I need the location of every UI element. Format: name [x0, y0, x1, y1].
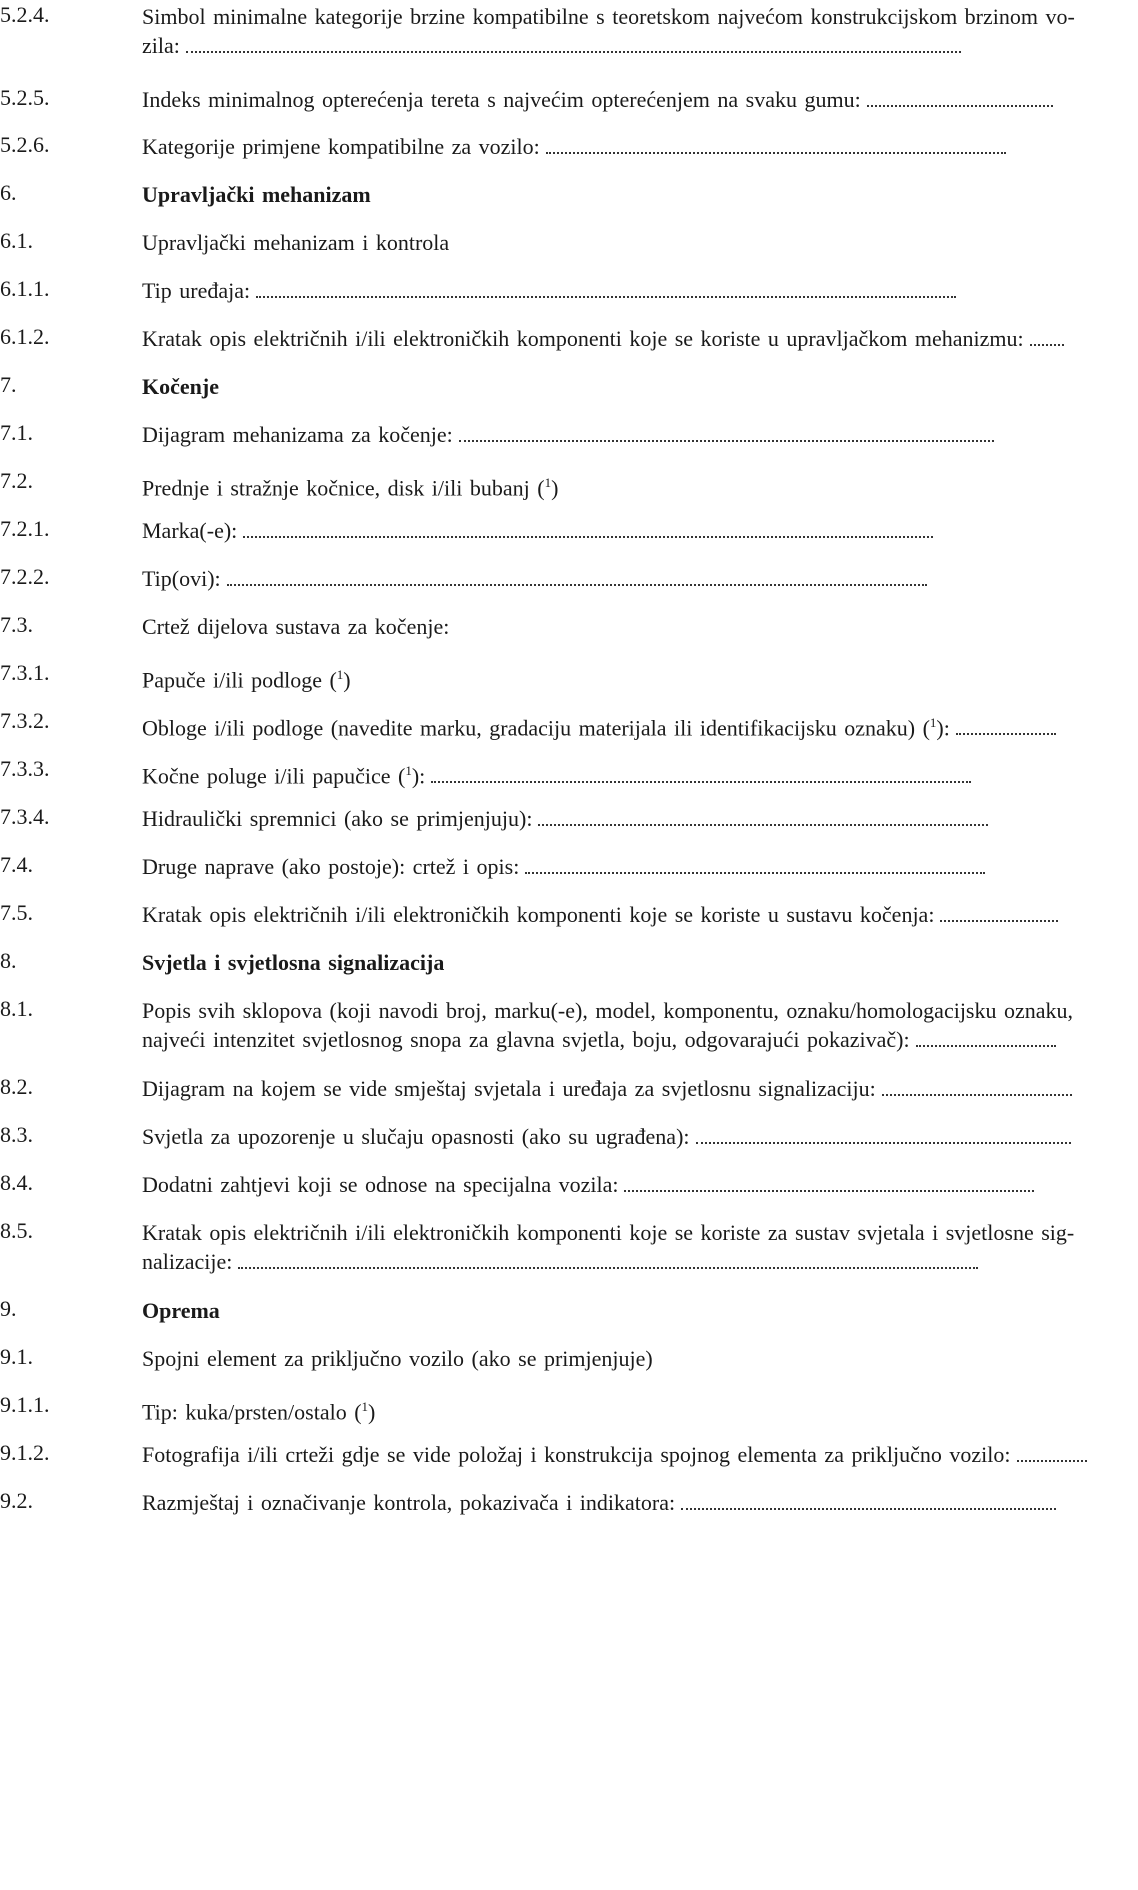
item-text: Svjetla za upozorenje u slučaju opasnosti (ako su ugrađena):: [142, 1122, 1132, 1151]
item-number: 7.1.: [0, 420, 33, 445]
fill-dots: [238, 1251, 978, 1269]
item-number: 8.3.: [0, 1122, 33, 1147]
item-text: Popis svih sklopova (koji navodi broj, marku(-e), model, komponentu, oznaku/homologacijsku oznaku, najveći intenzitet svjetlosnog snopa za glavna svjetla, boju, odgovarajući pokazivač):: [142, 998, 1074, 1052]
item-text: Spojni element za priključno vozilo (ako se primjenjuje): [142, 1346, 653, 1371]
item-text: Kratak opis električnih i/ili elektroničkih komponenti koje se koriste za sustav svjetala i svjetlosne sig- nalizacije:: [142, 1220, 1075, 1274]
item-number: 7.3.4.: [0, 804, 50, 829]
heading-text: Upravljački mehanizam: [142, 182, 371, 207]
fill-dots: [681, 1492, 1056, 1510]
item-text: Tip(ovi):: [142, 564, 1132, 593]
item-text: Druge naprave (ako postoje): crtež i opis:: [142, 852, 1132, 881]
item-number: 6.1.2.: [0, 324, 50, 349]
item-text: Prednje i stražnje kočnice, disk i/ili bubanj ($^1$): [142, 475, 559, 501]
item-number: 5.2.6.: [0, 132, 50, 157]
fill-dots: [186, 35, 961, 53]
item-number: 9.1.1.: [0, 1392, 50, 1417]
fill-dots: [956, 717, 1056, 735]
item-number: 7.3.1.: [0, 660, 50, 685]
fill-dots: [431, 765, 971, 783]
fill-dots: [538, 808, 988, 826]
item-text: Marka(-e):: [142, 516, 1132, 545]
item-number: 8.: [0, 948, 17, 973]
item-number: 8.5.: [0, 1218, 33, 1243]
fill-dots: [459, 424, 994, 442]
item-text: Tip uređaja:: [142, 276, 1132, 305]
fill-dots: [867, 89, 1053, 107]
fill-dots: [916, 1029, 1056, 1047]
item-text: Kratak opis električnih i/ili elektroničkih komponenti koje se koriste u upravljačkom mehanizmu:: [142, 324, 1132, 353]
fill-dots: [940, 904, 1058, 922]
item-number: 9.1.: [0, 1344, 33, 1369]
item-number: 6.1.: [0, 228, 33, 253]
fill-dots: [525, 856, 985, 874]
fill-dots: [882, 1078, 1072, 1096]
heading-text: Svjetla i svjetlosna signalizacija: [142, 950, 445, 975]
item-text: Kočne poluge i/ili papučice ($^1$):: [142, 756, 1132, 790]
heading-text: Kočenje: [142, 374, 219, 399]
fill-dots: [227, 568, 927, 586]
item-number: 5.2.5.: [0, 85, 50, 110]
item-text: Tip: kuka/prsten/ostalo ($^1$): [142, 1399, 376, 1425]
item-number: 7.2.2.: [0, 564, 50, 589]
fill-dots: [624, 1174, 1034, 1192]
item-text: Papuče i/ili podloge ($^1$): [142, 667, 351, 693]
item-number: 9.1.2.: [0, 1440, 50, 1465]
item-text: Dijagram mehanizama za kočenje:: [142, 420, 1132, 449]
item-text: Razmještaj i označivanje kontrola, pokazivača i indikatora:: [142, 1488, 1132, 1517]
fill-dots: [256, 280, 956, 298]
item-number: 7.: [0, 372, 17, 397]
fill-dots: [1017, 1444, 1087, 1462]
item-text: Obloge i/ili podloge (navedite marku, gradaciju materijala ili identifikacijsku oznaku) ($^1$):: [142, 708, 1132, 742]
item-text: Upravljački mehanizam i kontrola: [142, 230, 450, 255]
item-text: Dijagram na kojem se vide smještaj svjetala i uređaja za svjetlosnu signalizaciju:: [142, 1074, 1132, 1103]
item-text: Fotografija i/ili crteži gdje se vide položaj i konstrukcija spojnog elementa za priključno vozilo:: [142, 1440, 1132, 1469]
item-number: 9.2.: [0, 1488, 33, 1513]
item-number: 7.3.3.: [0, 756, 50, 781]
fill-dots: [243, 520, 933, 538]
fill-dots: [696, 1126, 1071, 1144]
fill-dots: [546, 136, 1006, 154]
item-text: Crtež dijelova sustava za kočenje:: [142, 614, 450, 639]
heading-text: Oprema: [142, 1298, 220, 1323]
item-number: 7.4.: [0, 852, 33, 877]
item-number: 5.2.4.: [0, 2, 50, 27]
item-text: Dodatni zahtjevi koji se odnose na specijalna vozila:: [142, 1170, 1132, 1199]
item-number: 6.1.1.: [0, 276, 50, 301]
item-number: 8.2.: [0, 1074, 33, 1099]
item-number: 7.5.: [0, 900, 33, 925]
item-number: 7.3.: [0, 612, 33, 637]
item-number: 7.3.2.: [0, 708, 50, 733]
item-number: 9.: [0, 1296, 17, 1321]
item-text: Indeks minimalnog opterećenja tereta s najvećim opterećenjem na svaku gumu:: [142, 85, 1132, 114]
fill-dots: [1030, 328, 1064, 346]
item-text: Kategorije primjene kompatibilne za vozilo:: [142, 132, 1132, 161]
item-number: 8.1.: [0, 996, 33, 1021]
item-number: 8.4.: [0, 1170, 33, 1195]
item-text: Kratak opis električnih i/ili elektroničkih komponenti koje se koriste u sustavu kočenja:: [142, 900, 1132, 929]
item-number: 7.2.1.: [0, 516, 50, 541]
item-text: Simbol minimalne kategorije brzine kompatibilne s teoretskom najvećom konstrukcijskom brzinom vo- zila:: [142, 4, 1075, 58]
item-number: 6.: [0, 180, 17, 205]
item-text: Hidraulički spremnici (ako se primjenjuju):: [142, 804, 1132, 833]
item-number: 7.2.: [0, 468, 33, 493]
